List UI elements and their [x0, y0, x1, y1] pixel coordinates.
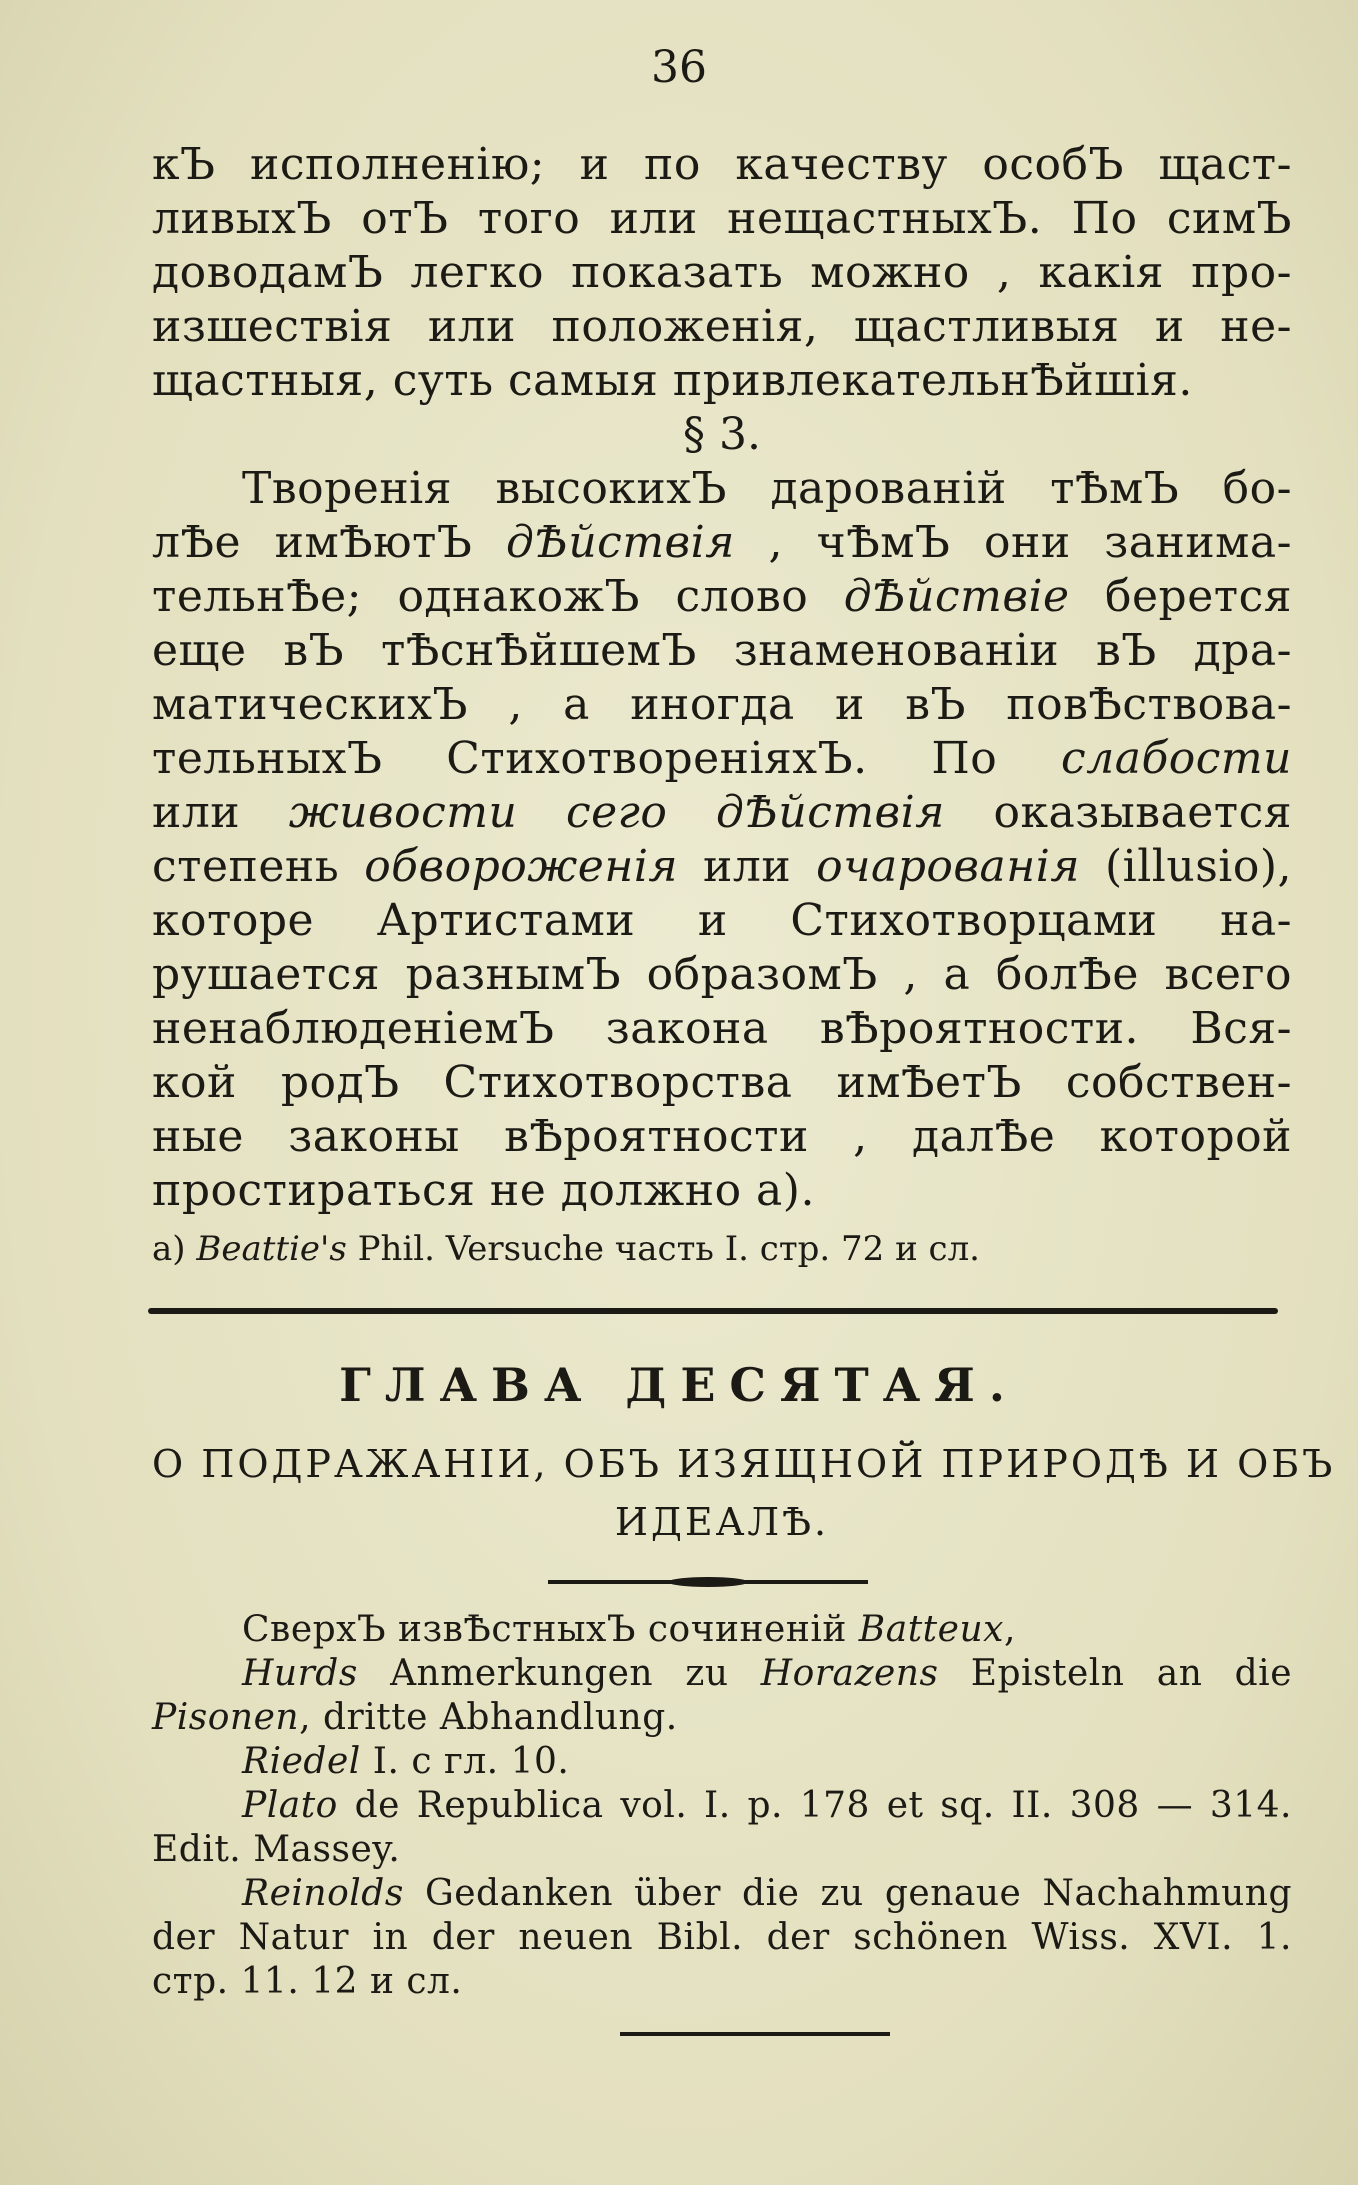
footnote-text: Phil. Versuche часть I. стр. 72 и сл.: [346, 1229, 980, 1269]
text-span: тельныхЪ СтихотвореніяхЪ. По: [152, 733, 1062, 784]
bib-line: [152, 1740, 1292, 1784]
section-mark: § 3.: [683, 409, 761, 460]
chapter-subtitle-line: ИДЕАЛѢ.: [614, 1500, 830, 1544]
text-line: Творенія высокихЪ дарованій тѢмЪ бо-: [242, 463, 1292, 514]
body-text: [152, 138, 1292, 1272]
page-number: 36: [651, 42, 707, 93]
text-line: ливыхЪ отЪ того или нещастныхЪ. По симЪ: [152, 193, 1292, 244]
text-line: [152, 516, 1292, 570]
bib-line: [152, 1872, 1292, 1916]
bib-line: стр. 11. 12 и сл.: [152, 1961, 463, 2002]
text-span: оказывается: [944, 787, 1292, 838]
chapter-divider: [148, 1308, 1278, 1314]
bib-author: Horazens: [760, 1653, 939, 1694]
bib-line: der Natur in der neuen Bibl. der schönen Wiss. XVI. 1.: [152, 1917, 1292, 1958]
bib-title: Pisonen: [152, 1697, 300, 1738]
text-line: еще вЪ тѢснѢйшемЪ знаменованіи вЪ дра-: [152, 625, 1292, 676]
text-span: , чѢмЪ они занима-: [734, 517, 1292, 568]
footnote-author: Beattie's: [196, 1229, 347, 1269]
text-line: которе Артистами и Стихотворцами на-: [152, 895, 1292, 946]
text-span: степень: [152, 841, 365, 892]
footnote: [152, 1226, 1292, 1272]
text-line: матическихЪ , а иногда и вЪ повѢствова-: [152, 679, 1292, 730]
text-line: ные законы вѢроятности , далѢе которой: [152, 1111, 1292, 1162]
text-line: доводамЪ легко показать можно , какія про-: [152, 247, 1292, 298]
text-span: берется: [1069, 571, 1293, 622]
text-span: или: [152, 787, 289, 838]
chapter-subtitle-line: О ПОДРАЖАНІИ, ОБЪ ИЗЯЩНОЙ ПРИРОДѢ И ОБЪ: [152, 1442, 1336, 1486]
text-span: ,: [1003, 1609, 1016, 1650]
bib-author: Hurds: [242, 1653, 358, 1694]
text-span: или: [678, 841, 817, 892]
ornament-divider: [548, 1580, 868, 1584]
bib-line: [152, 1696, 1292, 1740]
text-span: (illusio),: [1079, 841, 1292, 892]
text-line: щастныя, суть самыя привлекательнѢйшія.: [152, 355, 1193, 406]
bib-line: [152, 1652, 1292, 1696]
bib-line: [152, 1784, 1292, 1828]
italic-term: дѢйствіе: [843, 571, 1070, 622]
text-span: СверхЪ извѢстныхЪ сочиненій: [242, 1609, 859, 1650]
italic-term: очарованія: [816, 841, 1080, 892]
bib-line: [152, 1608, 1292, 1652]
chapter-title: ГЛАВА ДЕСЯТАЯ.: [339, 1358, 1019, 1412]
text-span: , dritte Abhandlung.: [299, 1697, 678, 1738]
text-line: кЪ исполненію; и по качеству особЪ щаст-: [152, 139, 1292, 190]
text-line: [152, 786, 1292, 840]
end-divider: [620, 2032, 890, 2036]
italic-term: живости сего дѢйствія: [288, 787, 945, 838]
text-line: [152, 840, 1292, 894]
text-line: кой родЪ Стихотворства имѢетЪ собствен-: [152, 1057, 1292, 1108]
text-span: лѢе имѢютЪ: [152, 517, 506, 568]
text-line: [152, 732, 1292, 786]
bib-author: Batteux: [858, 1609, 1004, 1650]
text-span: Episteln an die: [938, 1653, 1293, 1694]
footnote-marker: a): [152, 1229, 197, 1269]
italic-term: слабости: [1061, 733, 1292, 784]
text-span: тельнѢе; однакожЪ слово: [152, 571, 844, 622]
text-span: Gedanken über die zu genaue Nachahmung: [403, 1873, 1292, 1914]
italic-term: дѢйствія: [505, 517, 735, 568]
italic-term: обвороженія: [364, 841, 679, 892]
text-line: [152, 570, 1292, 624]
bib-author: Plato: [242, 1785, 338, 1826]
bib-line: Edit. Massey.: [152, 1829, 401, 1870]
text-span: I. c гл. 10.: [360, 1741, 570, 1782]
text-span: de Republica vol. I. p. 178 et sq. II. 308 — 314.: [337, 1785, 1292, 1826]
chapter-subtitle: [152, 1435, 1336, 1551]
bibliography: [152, 1608, 1292, 2004]
bib-author: Reinolds: [242, 1873, 404, 1914]
text-line: рушается разнымЪ образомЪ , а болѢе всего: [152, 949, 1292, 1000]
text-span: Anmerkungen zu: [357, 1653, 761, 1694]
text-line: изшествія или положенія, щастливыя и не-: [152, 301, 1292, 352]
bib-author: Riedel: [242, 1741, 361, 1782]
text-line: простираться не должно а).: [152, 1165, 815, 1216]
text-line: ненаблюденіемЪ закона вѢроятности. Вся-: [152, 1003, 1292, 1054]
